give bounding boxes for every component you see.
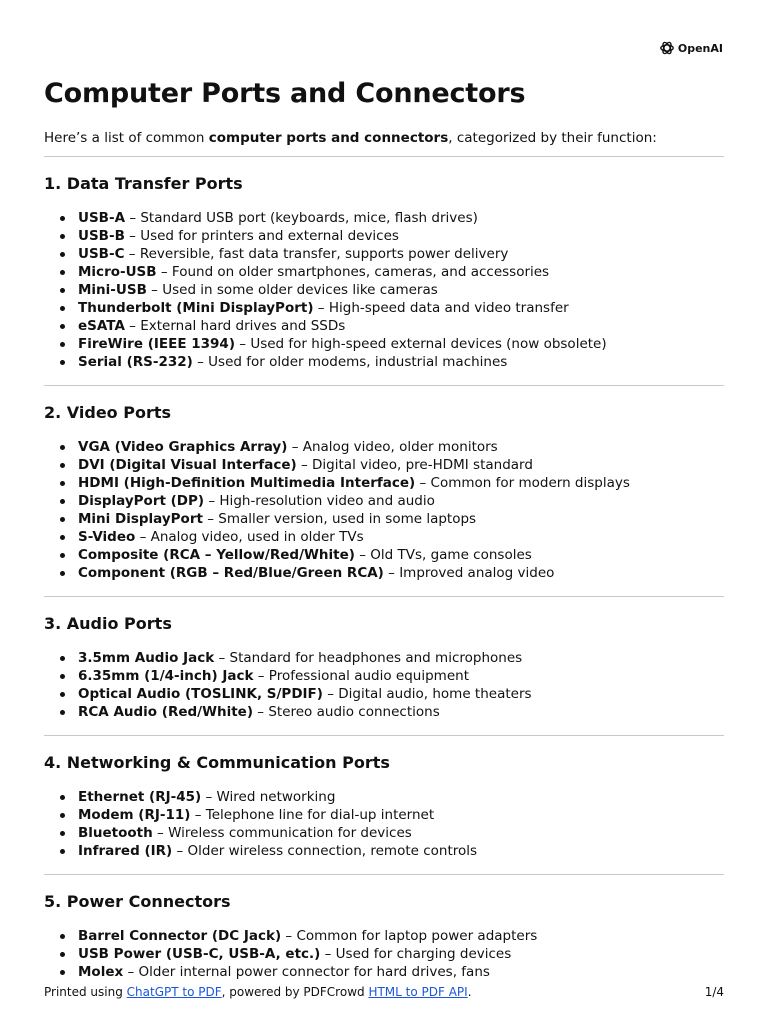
- item-description: – Smaller version, used in some laptops: [202, 511, 477, 527]
- list-item: [78, 842, 724, 860]
- list-item: [78, 245, 724, 263]
- item-description: – Used for printers and external devices: [124, 228, 399, 244]
- section: [44, 613, 724, 736]
- item-description: – Telephone line for dial-up internet: [190, 807, 435, 823]
- list-item: [78, 474, 724, 492]
- item-term: Bluetooth: [78, 825, 153, 841]
- item-description: – Analog video, older monitors: [287, 439, 498, 455]
- item-description: – Found on older smartphones, cameras, and accessories: [156, 264, 550, 280]
- item-term: Component (RGB – Red/Blue/Green RCA): [78, 565, 384, 581]
- item-term: 6.35mm (1/4-inch) Jack: [78, 668, 254, 684]
- section: [44, 752, 724, 875]
- divider: [44, 874, 724, 875]
- footer-prefix: Printed using: [44, 985, 127, 999]
- list-item: [78, 927, 724, 945]
- intro-after: , categorized by their function:: [448, 130, 657, 146]
- list-item: [78, 227, 724, 245]
- item-term: Composite (RCA – Yellow/Red/White): [78, 547, 355, 563]
- list-item: [78, 685, 724, 703]
- item-term: Mini DisplayPort: [78, 511, 203, 527]
- item-term: DVI (Digital Visual Interface): [78, 457, 297, 473]
- item-term: Serial (RS-232): [78, 354, 193, 370]
- list-item: [78, 353, 724, 371]
- item-description: – Standard for headphones and microphones: [214, 650, 523, 666]
- item-term: Micro-USB: [78, 264, 157, 280]
- page-number: 1/4: [704, 985, 724, 999]
- page-title: Computer Ports and Connectors: [44, 78, 526, 109]
- item-description: – Used for older modems, industrial machines: [192, 354, 508, 370]
- item-term: HDMI (High-Definition Multimedia Interface): [78, 475, 416, 491]
- footer-middle: , powered by PDFCrowd: [221, 985, 369, 999]
- list-item: [78, 806, 724, 824]
- item-term: eSATA: [78, 318, 125, 334]
- section-heading: 1. Data Transfer Ports: [44, 174, 243, 193]
- item-term: 3.5mm Audio Jack: [78, 650, 215, 666]
- list-item: [78, 492, 724, 510]
- item-description: – Older wireless connection, remote controls: [172, 843, 478, 859]
- list-item: [78, 299, 724, 317]
- item-term: S-Video: [78, 529, 136, 545]
- html-to-pdf-api-link[interactable]: HTML to PDF API: [368, 985, 468, 999]
- item-term: Mini-USB: [78, 282, 147, 298]
- list-item: [78, 824, 724, 842]
- page-footer: [44, 985, 724, 999]
- list-item: [78, 263, 724, 281]
- list-item: [78, 438, 724, 456]
- item-term: Ethernet (RJ-45): [78, 789, 202, 805]
- list-item: [78, 667, 724, 685]
- chatgpt-to-pdf-link[interactable]: ChatGPT to PDF: [126, 985, 222, 999]
- item-term: VGA (Video Graphics Array): [78, 439, 288, 455]
- item-description: – Wired networking: [201, 789, 336, 805]
- item-description: – Common for laptop power adapters: [281, 928, 538, 944]
- list-item: [78, 703, 724, 721]
- list-item: [78, 317, 724, 335]
- list-item: [78, 528, 724, 546]
- item-term: Optical Audio (TOSLINK, S/PDIF): [78, 686, 323, 702]
- item-term: Molex: [78, 964, 124, 980]
- item-term: Modem (RJ-11): [78, 807, 191, 823]
- item-description: – Common for modern displays: [415, 475, 630, 491]
- item-term: USB Power (USB-C, USB-A, etc.): [78, 946, 321, 962]
- item-term: Infrared (IR): [78, 843, 173, 859]
- item-description: – Wireless communication for devices: [152, 825, 412, 841]
- item-description: – Stereo audio connections: [253, 704, 440, 720]
- item-description: – Old TVs, game consoles: [354, 547, 532, 563]
- openai-icon: [659, 40, 675, 56]
- section: [44, 402, 724, 597]
- item-term: Thunderbolt (Mini DisplayPort): [78, 300, 314, 316]
- section-heading: 4. Networking & Communication Ports: [44, 753, 390, 772]
- divider: [44, 735, 724, 736]
- openai-logo: [659, 40, 723, 56]
- logo-text: OpenAI: [677, 41, 723, 55]
- item-description: – Used in some older devices like cameras: [146, 282, 438, 298]
- list-item: [78, 564, 724, 582]
- item-description: – Professional audio equipment: [253, 668, 469, 684]
- bullet-list: [44, 649, 724, 721]
- item-term: USB-A: [78, 210, 126, 226]
- item-term: FireWire (IEEE 1394): [78, 336, 235, 352]
- item-description: – Older internal power connector for hard drives, fans: [123, 964, 490, 980]
- divider: [44, 156, 724, 157]
- section-heading: 5. Power Connectors: [44, 892, 231, 911]
- list-item: [78, 963, 724, 981]
- item-description: – External hard drives and SSDs: [124, 318, 346, 334]
- section-heading: 3. Audio Ports: [44, 614, 172, 633]
- intro-paragraph: [44, 128, 724, 148]
- item-term: USB-C: [78, 246, 125, 262]
- intro-before: Here’s a list of common: [44, 130, 209, 146]
- divider: [44, 385, 724, 386]
- bullet-list: [44, 209, 724, 371]
- section: [44, 173, 724, 386]
- item-description: – Digital video, pre-HDMI standard: [296, 457, 533, 473]
- item-description: – High-resolution video and audio: [204, 493, 435, 509]
- list-item: [78, 546, 724, 564]
- item-description: – Used for charging devices: [320, 946, 512, 962]
- item-description: – Digital audio, home theaters: [322, 686, 532, 702]
- section-heading: 2. Video Ports: [44, 403, 172, 422]
- list-item: [78, 649, 724, 667]
- footer-suffix: .: [467, 985, 472, 999]
- item-description: – Analog video, used in older TVs: [135, 529, 364, 545]
- item-term: RCA Audio (Red/White): [78, 704, 253, 720]
- list-item: [78, 456, 724, 474]
- divider: [44, 596, 724, 597]
- item-description: – Improved analog video: [383, 565, 555, 581]
- list-item: [78, 945, 724, 963]
- section: [44, 891, 724, 981]
- bullet-list: [44, 927, 724, 981]
- item-term: USB-B: [78, 228, 125, 244]
- list-item: [78, 335, 724, 353]
- bullet-list: [44, 788, 724, 860]
- document-body: [44, 76, 724, 981]
- sections-container: [44, 173, 724, 981]
- list-item: [78, 209, 724, 227]
- footer-credit: [44, 985, 472, 999]
- item-term: Barrel Connector (DC Jack): [78, 928, 282, 944]
- item-description: – Used for high-speed external devices (now obsolete): [235, 336, 607, 352]
- item-description: – Standard USB port (keyboards, mice, flash drives): [125, 210, 478, 226]
- item-term: DisplayPort (DP): [78, 493, 205, 509]
- item-description: – High-speed data and video transfer: [313, 300, 569, 316]
- list-item: [78, 788, 724, 806]
- intro-bold: computer ports and connectors: [208, 130, 449, 146]
- list-item: [78, 281, 724, 299]
- item-description: – Reversible, fast data transfer, supports power delivery: [124, 246, 509, 262]
- bullet-list: [44, 438, 724, 582]
- list-item: [78, 510, 724, 528]
